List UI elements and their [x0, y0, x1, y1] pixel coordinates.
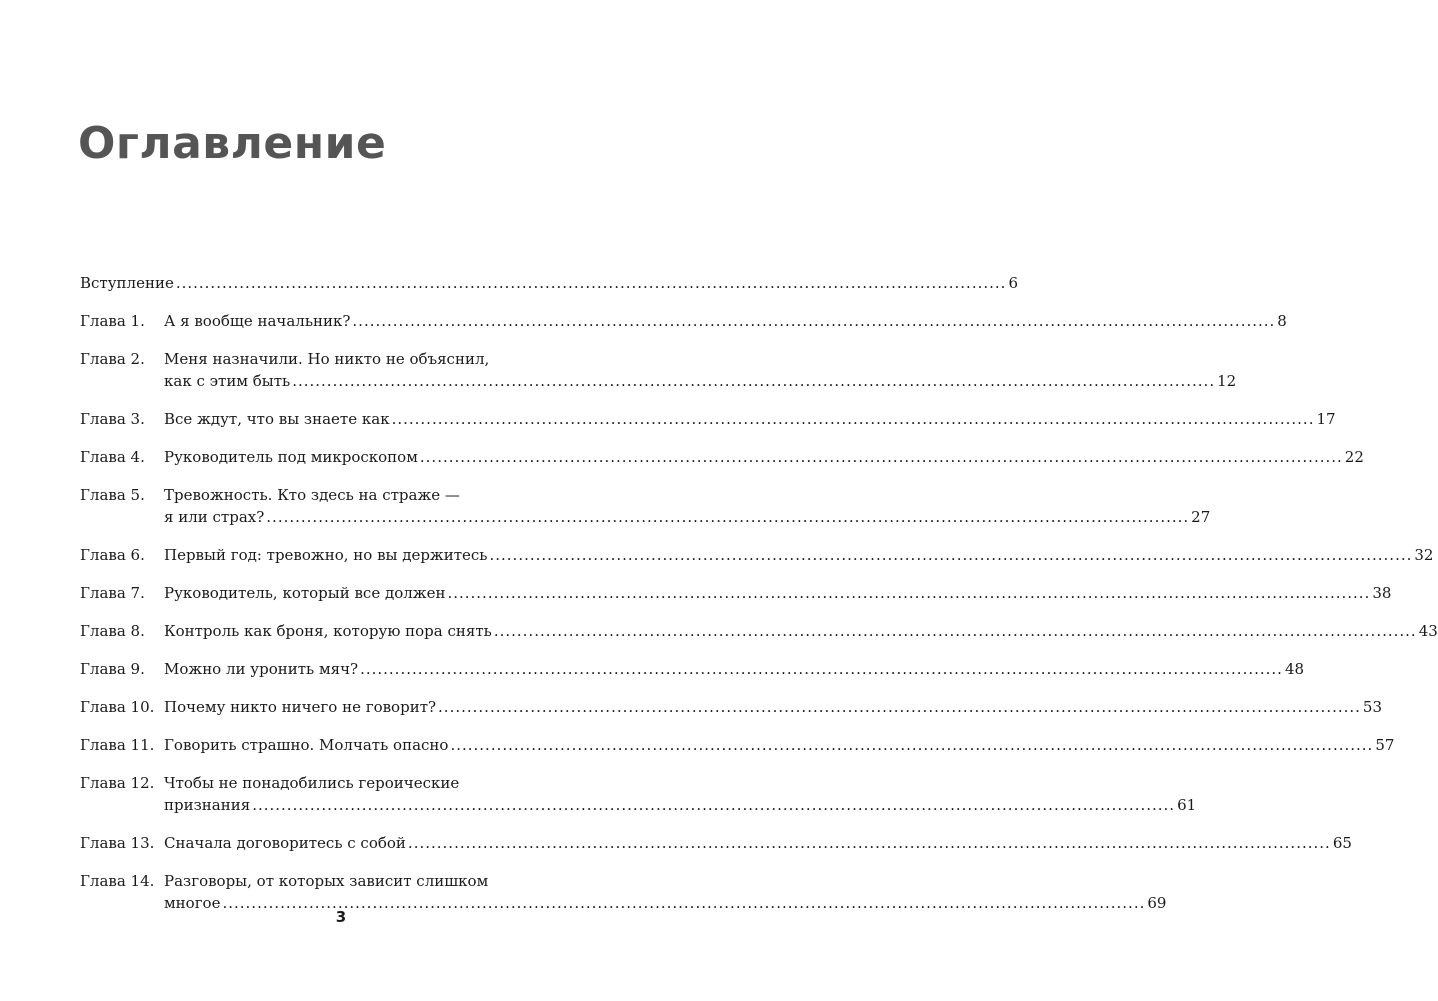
toc-page-number: 65	[1332, 834, 1352, 852]
chapter-title: Чтобы не понадобились героические	[164, 774, 460, 792]
toc-page-number: 38	[1372, 584, 1392, 602]
chapter-title: Первый год: тревожно, но вы держитесь	[164, 546, 488, 564]
chapter-title: Почему никто ничего не говорит?	[164, 698, 437, 716]
toc-page-number: 6	[1008, 274, 1018, 292]
chapter-label: Глава 8.	[80, 622, 145, 640]
dot-leader: ................................................................................................................................................................	[266, 508, 1190, 526]
dot-leader: ................................................................................................................................................................	[292, 372, 1216, 390]
toc-page-number: 57	[1375, 736, 1395, 754]
toc-entry-chapter-11	[80, 734, 1395, 756]
chapter-label: Глава 1.	[80, 312, 145, 330]
chapter-title: Разговоры, от которых зависит слишком	[164, 872, 489, 890]
dot-leader: ................................................................................................................................................................	[222, 894, 1146, 912]
toc-entry-chapter-9	[80, 658, 1305, 680]
chapter-title: Руководитель, который все должен	[164, 584, 446, 602]
chapter-label: Глава 10.	[80, 698, 155, 716]
dot-leader: ................................................................................................................................................................	[407, 834, 1331, 852]
dot-leader: ................................................................................................................................................................	[450, 736, 1374, 754]
toc-entry-chapter-8	[80, 620, 1438, 642]
chapter-title: как с этим быть	[164, 372, 291, 390]
toc-page-number: 17	[1316, 410, 1336, 428]
dot-leader: ................................................................................................................................................................	[419, 448, 1343, 466]
toc-page-number: 48	[1284, 660, 1305, 678]
chapter-title: Меня назначили. Но никто не объяснил,	[164, 350, 490, 368]
chapter-title: Контроль как броня, которую пора снять	[164, 622, 492, 640]
toc-entry-chapter-13	[80, 832, 1352, 854]
toc-page-number: 27	[1191, 508, 1211, 526]
chapter-label: Глава 13.	[80, 834, 155, 852]
chapter-label: Глава 12.	[80, 774, 155, 792]
toc-entry-chapter-5	[80, 484, 1211, 528]
dot-leader: ................................................................................................................................................................	[252, 796, 1176, 814]
toc-entry-title: Вступление	[80, 274, 174, 292]
toc-entry-chapter-6	[80, 544, 1434, 566]
chapter-label: Глава 3.	[80, 410, 145, 428]
dot-leader: ................................................................................................................................................................	[438, 698, 1361, 716]
toc-page-number: 22	[1344, 448, 1364, 466]
chapter-title: признания	[164, 796, 251, 814]
chapter-label: Глава 4.	[80, 448, 145, 466]
dot-leader: ................................................................................................................................................................	[391, 410, 1315, 428]
chapter-title: А я вообще начальник?	[164, 312, 351, 330]
toc-entry-chapter-2	[80, 348, 1237, 392]
toc-page-number: 61	[1177, 796, 1197, 814]
toc-page-number: 69	[1147, 894, 1167, 912]
dot-leader: ................................................................................................................................................................	[447, 584, 1371, 602]
chapter-title: Можно ли уронить мяч?	[164, 660, 359, 678]
dot-leader: ................................................................................................................................................................	[352, 312, 1276, 330]
chapter-label: Глава 7.	[80, 584, 145, 602]
toc-page-number: 8	[1277, 312, 1287, 330]
table-of-contents	[80, 272, 1438, 930]
chapter-label: Глава 6.	[80, 546, 145, 564]
page-title: Оглавление	[78, 118, 387, 169]
chapter-list	[80, 310, 1438, 914]
toc-entry-chapter-4	[80, 446, 1364, 468]
chapter-label: Глава 14.	[80, 872, 155, 890]
chapter-title: Сначала договоритесь с собой	[164, 834, 406, 852]
dot-leader: ................................................................................................................................................................	[489, 546, 1413, 564]
chapter-label: Глава 9.	[80, 660, 145, 678]
toc-entry-chapter-10	[80, 696, 1383, 718]
toc-entry-chapter-7	[80, 582, 1392, 604]
chapter-title: Говорить страшно. Молчать опасно	[164, 736, 449, 754]
toc-page-number: 53	[1362, 698, 1383, 716]
chapter-title: Тревожность. Кто здесь на страже —	[164, 486, 460, 504]
toc-page-number: 12	[1217, 372, 1237, 390]
chapter-title: Все ждут, что вы знаете как	[164, 410, 390, 428]
toc-entry-chapter-3	[80, 408, 1336, 430]
chapter-label: Глава 11.	[80, 736, 155, 754]
chapter-label: Глава 2.	[80, 350, 145, 368]
dot-leader: ................................................................................................................................................	[175, 274, 1007, 292]
chapter-title: Руководитель под микроскопом	[164, 448, 418, 466]
toc-entry-intro	[80, 272, 1018, 294]
chapter-title: многое	[164, 894, 221, 912]
toc-entry-chapter-12	[80, 772, 1197, 816]
chapter-label: Глава 5.	[80, 486, 145, 504]
chapter-title: я или страх?	[164, 508, 265, 526]
dot-leader: ................................................................................................................................................................	[493, 622, 1417, 640]
toc-page-number: 43	[1418, 622, 1438, 640]
toc-entry-chapter-1	[80, 310, 1287, 332]
dot-leader: ................................................................................................................................................................	[360, 660, 1283, 678]
toc-page-number: 32	[1414, 546, 1434, 564]
page-folio: 3	[335, 908, 347, 926]
